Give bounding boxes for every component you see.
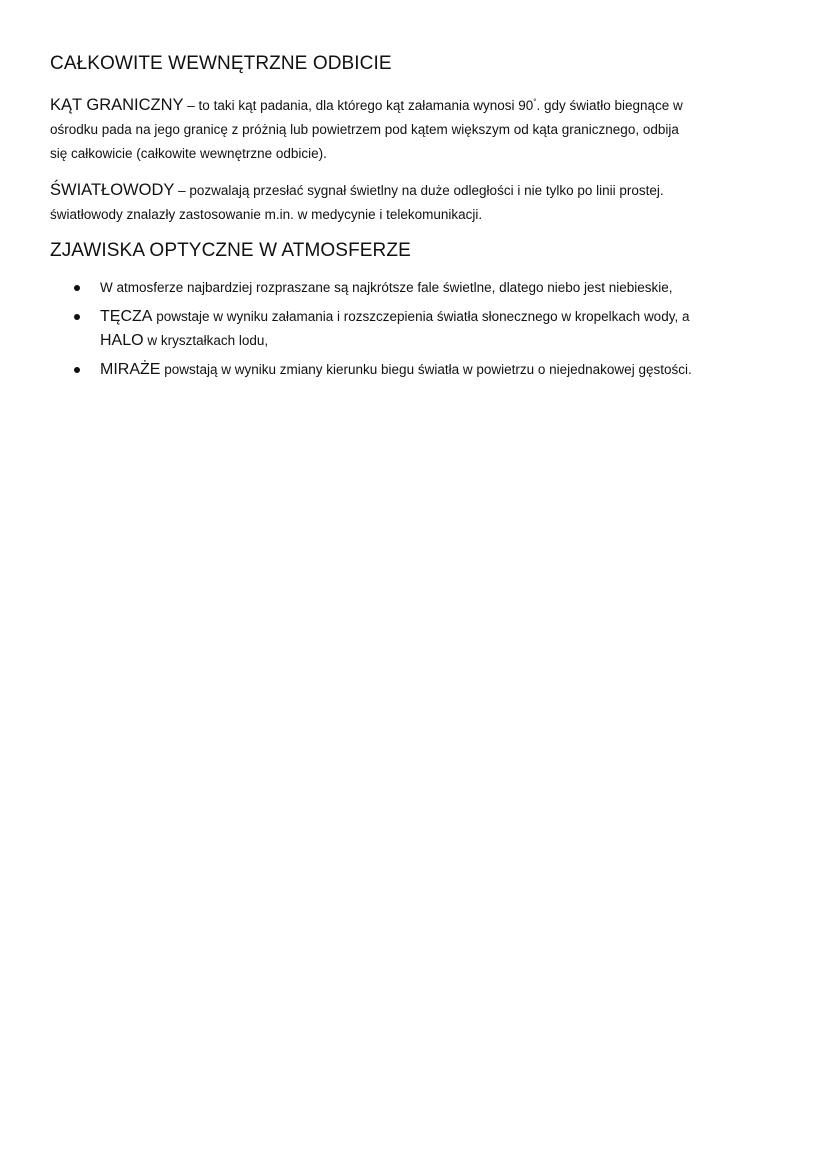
list-item: [74, 276, 794, 300]
paragraph-line: światłowody znalazły zastosowanie m.in. w medycynie i telekomunikacji.: [50, 207, 483, 222]
list-item: [74, 305, 794, 353]
paragraph-critical-angle: [50, 93, 780, 166]
bullet-dot-icon: [74, 285, 80, 291]
section-title-atmospheric-phenomena: ZJAWISKA OPTYCZNE W ATMOSFERZE: [50, 240, 411, 261]
paragraph-line: [50, 178, 780, 203]
list-item-line: [100, 358, 794, 382]
paragraph-line: [50, 93, 780, 118]
term-halo: HALO: [100, 332, 144, 349]
paragraph-optical-fibers: [50, 178, 780, 227]
term-optical-fibers: ŚWIATŁOWODY: [50, 181, 175, 199]
paragraph-line: ośrodku pada na jego granicę z próżnią lub powietrzem pod kątem większym od kąta granicznego, odbija: [50, 122, 679, 137]
degree-symbol: °: [533, 97, 537, 107]
list-item-text: powstaje w wyniku załamania i rozszczepienia światła słonecznego w kropelkach wody, a: [152, 309, 690, 324]
list-item-text: w kryształkach lodu,: [143, 333, 269, 348]
bullet-dot-icon: [74, 314, 80, 320]
list-item-line: [100, 329, 794, 353]
list-item-text: W atmosferze najbardziej rozpraszane są najkrótsze fale świetlne, dlatego niebo jest niebieskie,: [100, 280, 673, 295]
paragraph-text: – to taki kąt padania, dla którego kąt załamania wynosi 90: [183, 98, 534, 113]
paragraph-line: się całkowicie (całkowite wewnętrzne odbicie).: [50, 146, 327, 161]
term-critical-angle: KĄT GRANICZNY: [50, 96, 184, 114]
section-title-total-internal-reflection: CAŁKOWITE WEWNĘTRZNE ODBICIE: [50, 53, 392, 74]
list-item-line: [100, 305, 794, 329]
bullet-list-atmospheric-phenomena: [74, 276, 794, 387]
paragraph-text: – pozwalają przesłać sygnał świetlny na duże odległości i nie tylko po linii prostej.: [174, 183, 664, 198]
term-rainbow: TĘCZA: [100, 308, 153, 325]
term-mirages: MIRAŻE: [100, 361, 161, 378]
bullet-dot-icon: [74, 367, 80, 373]
list-item-text: powstają w wyniku zmiany kierunku biegu światła w powietrzu o niejednakowej gęstości.: [160, 362, 692, 377]
paragraph-text: . gdy światło biegnące w: [536, 98, 683, 113]
list-item: [74, 358, 794, 382]
